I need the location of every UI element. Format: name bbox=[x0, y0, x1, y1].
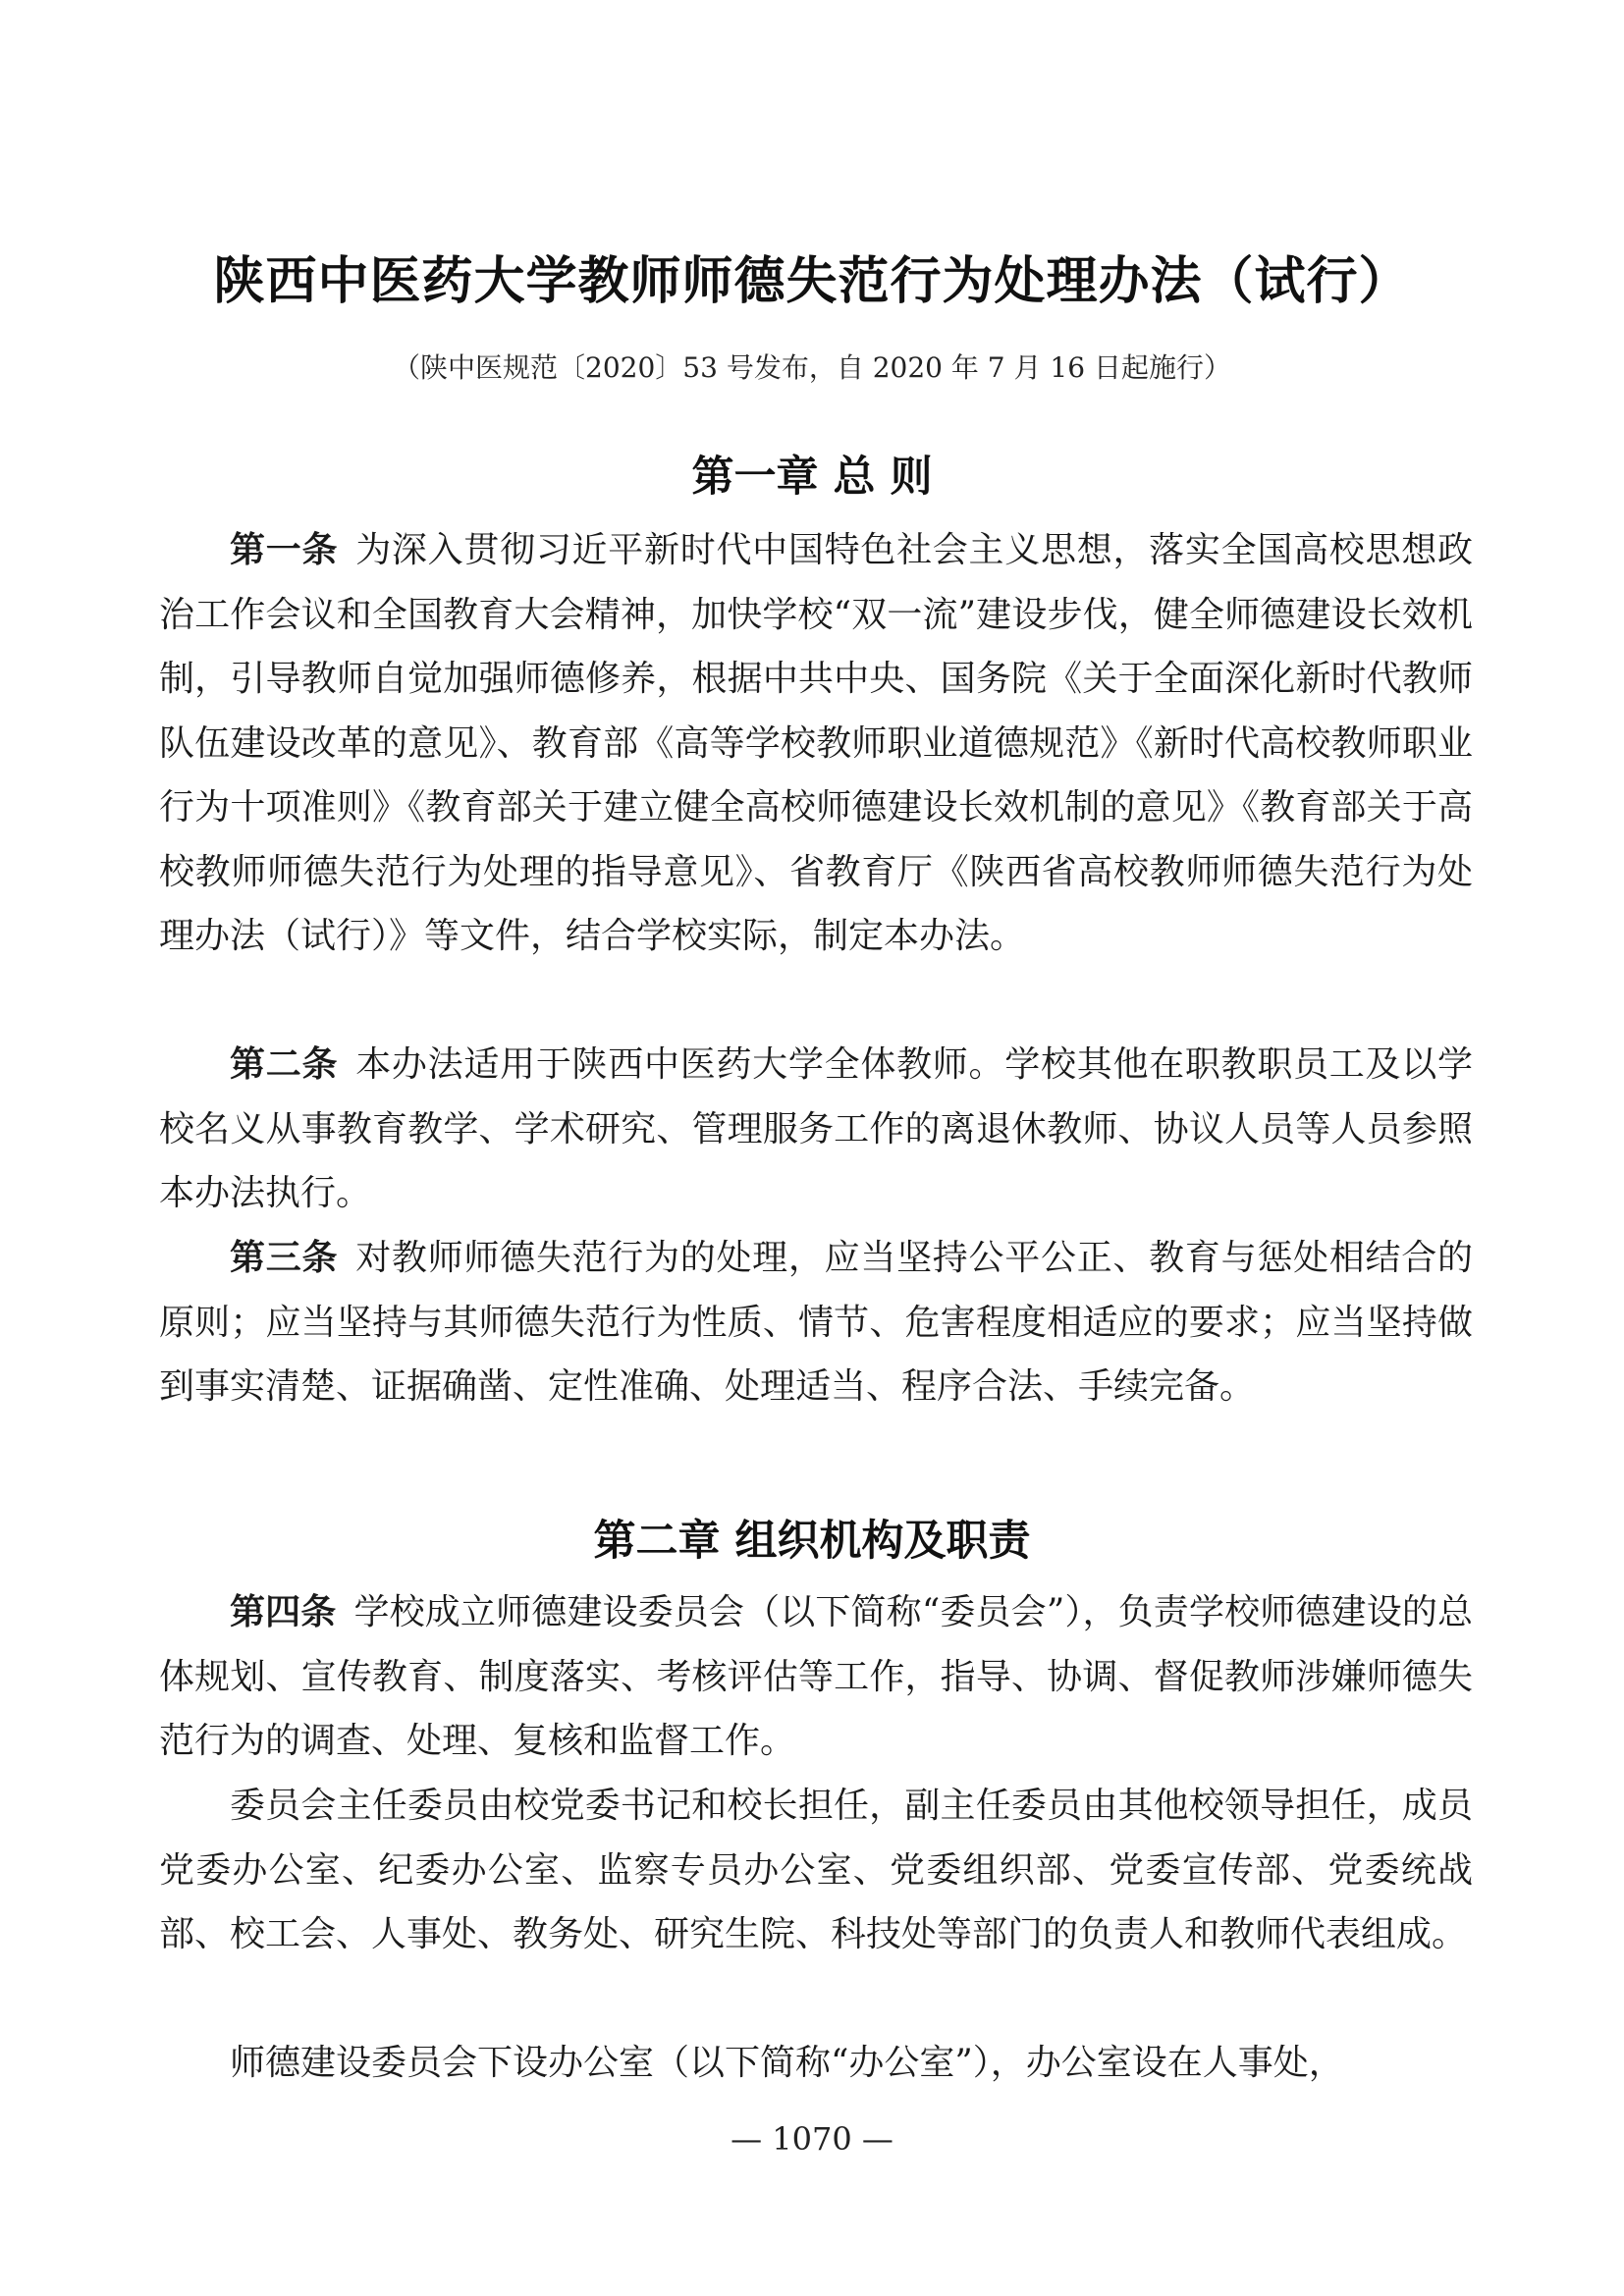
paragraph-text: 委员会主任委员由校党委书记和校长担任，副主任委员由其他校领导担任，成员党委办公室、纪委办公室、监察专员办公室、党委组织部、党委宣传部、党委统战部、校工会、人事处、教务处、研究生院、科技处等部门的负责人和教师代表组成。 bbox=[159, 1786, 1473, 1954]
article-number: 第一条 bbox=[230, 530, 339, 570]
article-text: 本办法适用于陕西中医药大学全体教师。学校其他在职教职员工及以学校名义从事教育教学、学术研究、管理服务工作的离退休教师、协议人员等人员参照本办法执行。 bbox=[159, 1044, 1473, 1213]
article-text: 为深入贯彻习近平新时代中国特色社会主义思想，落实全国高校思想政治工作会议和全国教育大会精神，加快学校“双一流”建设步伐，健全师德建设长效机制，引导教师自觉加强师德修养，根据中共中央、国务院《关于全面深化新时代教师队伍建设改革的意见》、教育部《高等学校教师职业道德规范》《新时代高校教师职业行为十项准则》《教育部关于建立健全高校师德建设长效机制的意见》《教育部关于高校教师师德失范行为处理的指导意见》、省教育厅《陕西省高校教师师德失范行为处理办法（试行）》等文件，结合学校实际，制定本办法。 bbox=[159, 530, 1473, 956]
article-2 bbox=[159, 1033, 1473, 1226]
chapter-heading-2: 第二章 组织机构及职责 bbox=[593, 1517, 1031, 1566]
chapter-heading-1: 第一章 总 则 bbox=[691, 453, 933, 502]
body-paragraph bbox=[159, 1774, 1473, 1967]
article-4 bbox=[159, 1580, 1473, 1774]
article-number: 第二条 bbox=[230, 1044, 339, 1085]
body-paragraph bbox=[159, 2031, 1473, 2096]
article-text: 学校成立师德建设委员会（以下简称“委员会”），负责学校师德建设的总体规划、宣传教育、制度落实、考核评估等工作，指导、协调、督促教师涉嫌师德失范行为的调查、处理、复核和监督工作。 bbox=[159, 1592, 1473, 1761]
article-number: 第三条 bbox=[230, 1238, 339, 1278]
document-title: 陕西中医药大学教师师德失范行为处理办法（试行） bbox=[213, 252, 1411, 311]
document-subtitle: （陕中医规范〔2020〕53 号发布，自 2020 年 7 月 16 日起施行） bbox=[393, 351, 1231, 384]
article-text: 对教师师德失范行为的处理，应当坚持公平公正、教育与惩处相结合的原则；应当坚持与其师德失范行为性质、情节、危害程度相适应的要求；应当坚持做到事实清楚、证据确凿、定性准确、处理适当、程序合法、手续完备。 bbox=[159, 1238, 1473, 1407]
page-number: — 1070 — bbox=[731, 2120, 893, 2158]
article-number: 第四条 bbox=[230, 1592, 337, 1632]
article-3 bbox=[159, 1226, 1473, 1419]
article-1 bbox=[159, 518, 1473, 969]
paragraph-text: 师德建设委员会下设办公室（以下简称“办公室”），办公室设在人事处， bbox=[230, 2043, 1344, 2083]
